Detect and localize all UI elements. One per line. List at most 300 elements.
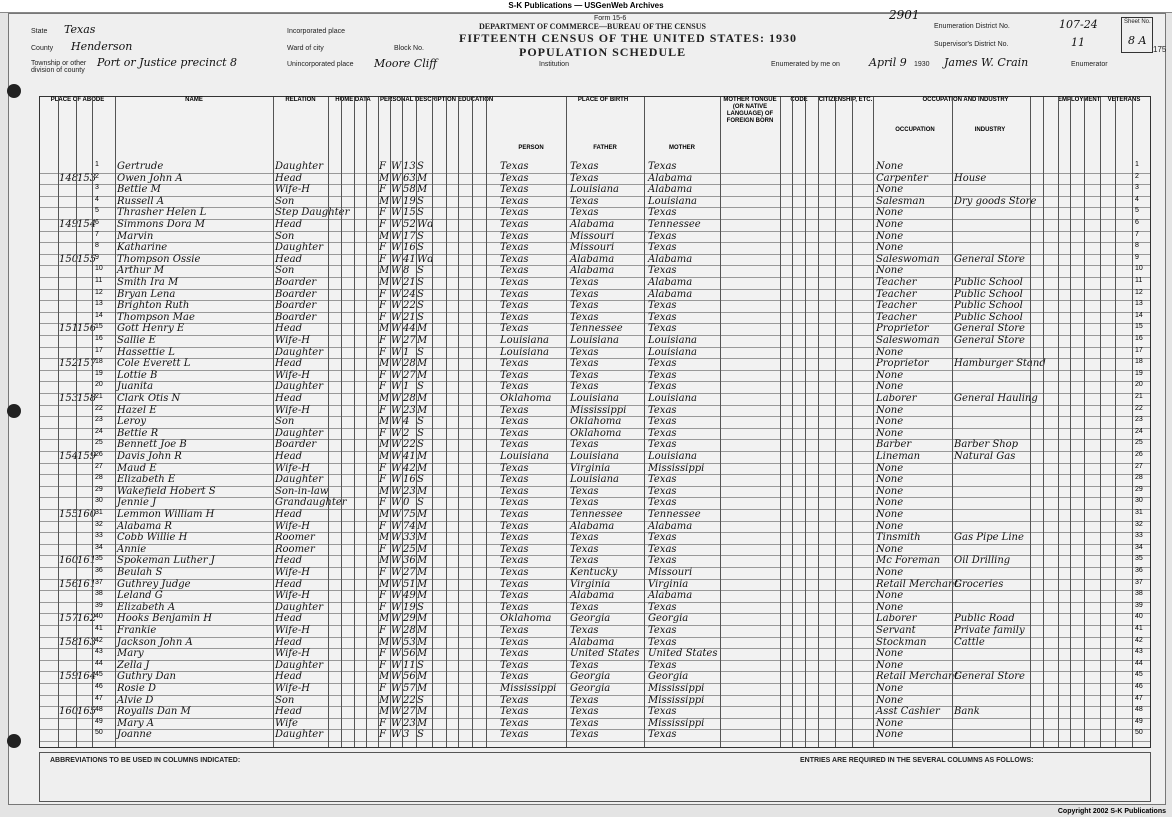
birthplace-person: Texas bbox=[500, 219, 529, 230]
line-number-right: 10 bbox=[1135, 265, 1143, 273]
family-number bbox=[77, 718, 93, 730]
col-education: EDUCATION bbox=[458, 97, 494, 103]
birthplace-mother: Texas bbox=[648, 311, 677, 323]
line-number-right: 21 bbox=[1135, 393, 1143, 400]
family-number bbox=[77, 335, 93, 347]
family-number bbox=[77, 521, 93, 533]
column-rule bbox=[402, 97, 403, 747]
race: W bbox=[391, 161, 402, 172]
marital-status: M bbox=[417, 590, 428, 602]
birthplace-father: Texas bbox=[570, 497, 599, 509]
occupation: Servant bbox=[876, 625, 916, 636]
birthplace-mother: Texas bbox=[648, 369, 677, 381]
age: 1 bbox=[403, 346, 410, 358]
industry bbox=[954, 718, 1029, 730]
family-number bbox=[77, 729, 93, 741]
age: 17 bbox=[403, 230, 416, 242]
enumerator-label: Enumerator bbox=[1071, 61, 1108, 68]
line-number-right: 27 bbox=[1135, 462, 1143, 470]
race: W bbox=[391, 671, 402, 683]
person-name: Elizabeth A bbox=[117, 601, 176, 613]
family-number bbox=[77, 463, 93, 475]
sex: F bbox=[379, 369, 386, 381]
birthplace-father: Alabama bbox=[570, 636, 615, 648]
age: 13 bbox=[403, 161, 416, 172]
occupation: Carpenter bbox=[876, 172, 928, 184]
dwelling-number bbox=[59, 161, 77, 173]
birthplace-father: Alabama bbox=[570, 265, 615, 277]
occupation: None bbox=[876, 219, 904, 230]
column-rule bbox=[952, 97, 953, 747]
race: W bbox=[391, 172, 402, 184]
punch-hole bbox=[7, 84, 21, 98]
form-number: Form 15-6 bbox=[594, 15, 627, 22]
birthplace-father: Oklahoma bbox=[570, 416, 622, 428]
supervisor-label: Supervisor's District No. bbox=[934, 41, 1009, 48]
occupation: Laborer bbox=[876, 393, 917, 404]
occupation: None bbox=[876, 346, 904, 358]
line-number-right: 2 bbox=[1135, 172, 1139, 180]
entries-heading: ENTRIES ARE REQUIRED IN THE SEVERAL COLUMNS AS FOLLOWS: bbox=[800, 757, 1034, 764]
industry bbox=[954, 683, 1029, 695]
family-number: 155 bbox=[77, 253, 97, 265]
line-number-right: 44 bbox=[1135, 659, 1143, 667]
relationship: Wife-H bbox=[275, 335, 311, 346]
line-number-right: 41 bbox=[1135, 625, 1143, 632]
ed-label: Enumeration District No. bbox=[934, 23, 1010, 30]
person-name: Guthrey Judge bbox=[117, 578, 191, 590]
relationship: Daughter bbox=[275, 381, 323, 393]
line-number: 38 bbox=[95, 590, 103, 598]
industry: Public Road bbox=[954, 613, 1015, 625]
enumerator-name: James W. Crain bbox=[944, 56, 1029, 69]
occupation: None bbox=[876, 683, 904, 694]
column-rule bbox=[1115, 97, 1116, 747]
family-number bbox=[77, 486, 93, 498]
race: W bbox=[391, 207, 402, 219]
birthplace-person: Texas bbox=[500, 532, 529, 544]
age: 19 bbox=[403, 601, 416, 613]
race: W bbox=[391, 416, 402, 428]
occupation: None bbox=[876, 567, 904, 578]
birthplace-father: Alabama bbox=[570, 520, 615, 532]
person-name: Davis John R bbox=[117, 451, 182, 462]
occupation: None bbox=[876, 161, 904, 172]
race: W bbox=[391, 427, 402, 439]
occupation: None bbox=[876, 462, 904, 474]
race: W bbox=[391, 613, 402, 625]
occupation: None bbox=[876, 648, 904, 660]
race: W bbox=[391, 300, 402, 312]
sex: M bbox=[379, 358, 390, 370]
column-rule bbox=[366, 97, 367, 747]
sex: M bbox=[379, 485, 390, 497]
occupation: None bbox=[876, 659, 904, 671]
col-place-of-abode: PLACE OF ABODE bbox=[50, 97, 105, 103]
race: W bbox=[391, 439, 402, 451]
enumeration-date: April 9 bbox=[869, 56, 907, 69]
line-number-right: 36 bbox=[1135, 567, 1143, 574]
township-value: Port or Justice precinct 8 bbox=[97, 56, 238, 69]
marital-status: M bbox=[417, 567, 428, 578]
birthplace-father: Louisiana bbox=[570, 474, 619, 486]
marital-status: M bbox=[417, 543, 428, 555]
line-number-right: 11 bbox=[1135, 277, 1143, 284]
birthplace-mother: Georgia bbox=[648, 613, 689, 625]
person-name: Wakefield Hobert S bbox=[117, 485, 216, 497]
marital-status: S bbox=[417, 474, 424, 486]
dwelling-number bbox=[59, 590, 77, 602]
family-number: 153 bbox=[77, 172, 97, 184]
person-name: Simmons Dora M bbox=[117, 219, 205, 230]
dwelling-number bbox=[59, 335, 77, 347]
family-number bbox=[77, 196, 93, 208]
birthplace-mother: Texas bbox=[648, 358, 677, 370]
col-occupation: OCCUPATION bbox=[895, 127, 935, 133]
relationship: Wife-H bbox=[275, 184, 311, 196]
birthplace-person: Texas bbox=[500, 358, 529, 370]
race: W bbox=[391, 520, 402, 532]
birthplace-person: Texas bbox=[500, 369, 529, 381]
column-rule bbox=[1070, 97, 1071, 747]
race: W bbox=[391, 636, 402, 648]
relationship: Head bbox=[275, 671, 303, 683]
birthplace-person: Texas bbox=[500, 717, 529, 729]
industry bbox=[954, 660, 1029, 672]
birthplace-person: Texas bbox=[500, 195, 529, 207]
occupation: None bbox=[876, 369, 904, 381]
birthplace-person: Louisiana bbox=[500, 335, 549, 346]
birthplace-father: Texas bbox=[570, 625, 599, 636]
person-name: Cobb Willie H bbox=[117, 532, 188, 544]
birthplace-mother: Texas bbox=[648, 659, 677, 671]
family-number bbox=[77, 439, 93, 451]
line-number-right: 40 bbox=[1135, 613, 1143, 621]
birthplace-mother: United States bbox=[648, 648, 718, 660]
marital-status: M bbox=[417, 393, 428, 404]
industry: Dry goods Store bbox=[954, 195, 1037, 207]
relationship: Daughter bbox=[275, 242, 323, 254]
race: W bbox=[391, 578, 402, 590]
sex: F bbox=[379, 242, 386, 254]
column-rule bbox=[1084, 97, 1085, 747]
line-number-right: 30 bbox=[1135, 497, 1143, 505]
age: 63 bbox=[403, 172, 416, 184]
sex: F bbox=[379, 381, 386, 393]
marital-status: S bbox=[417, 497, 424, 509]
sex: F bbox=[379, 474, 386, 486]
birthplace-father: Louisiana bbox=[570, 335, 619, 346]
dwelling-number: 154 bbox=[59, 451, 79, 462]
birthplace-person: Texas bbox=[500, 207, 529, 219]
family-number bbox=[77, 161, 93, 173]
family-number bbox=[77, 277, 93, 289]
person-name: Alabama R bbox=[117, 520, 172, 532]
dwelling-number bbox=[59, 497, 77, 509]
person-name: Bryan Lena bbox=[117, 288, 176, 300]
occupation: Tinsmith bbox=[876, 532, 921, 544]
relationship: Head bbox=[275, 451, 303, 462]
line-number-right: 12 bbox=[1135, 288, 1143, 296]
line-number: 44 bbox=[95, 659, 103, 667]
column-rule bbox=[566, 97, 567, 747]
relationship: Daughter bbox=[275, 474, 323, 486]
age: 27 bbox=[403, 567, 416, 578]
line-number: 23 bbox=[95, 416, 103, 424]
sex: F bbox=[379, 567, 386, 578]
occupation: Teacher bbox=[876, 288, 917, 300]
dwelling-number bbox=[59, 544, 77, 556]
marital-status: S bbox=[417, 242, 424, 254]
family-number bbox=[77, 231, 93, 243]
birthplace-father: Texas bbox=[570, 694, 599, 706]
marital-status: S bbox=[417, 288, 424, 300]
line-number: 30 bbox=[95, 497, 103, 505]
line-number: 5 bbox=[95, 207, 99, 215]
birthplace-mother: Missouri bbox=[648, 567, 693, 578]
marital-status: S bbox=[417, 207, 424, 219]
sex: F bbox=[379, 300, 386, 312]
birthplace-father: Texas bbox=[570, 300, 599, 312]
industry: Public School bbox=[954, 311, 1023, 323]
relationship: Roomer bbox=[275, 543, 315, 555]
sex: M bbox=[379, 578, 390, 590]
occupation: Teacher bbox=[876, 311, 917, 323]
relationship: Grandaughter bbox=[275, 497, 347, 509]
state-label: State bbox=[31, 28, 48, 35]
age: 36 bbox=[403, 555, 416, 567]
col-industry: INDUSTRY bbox=[974, 127, 1006, 133]
race: W bbox=[391, 451, 402, 462]
person-name: Sallie E bbox=[117, 335, 156, 346]
dwelling-number bbox=[59, 648, 77, 660]
industry bbox=[954, 184, 1029, 196]
dwelling-number bbox=[59, 463, 77, 475]
relationship: Wife-H bbox=[275, 625, 311, 636]
birthplace-father: Louisiana bbox=[570, 451, 619, 462]
line-number-right: 39 bbox=[1135, 601, 1143, 609]
line-number: 9 bbox=[95, 253, 99, 261]
birthplace-person: Texas bbox=[500, 172, 529, 184]
dwelling-number bbox=[59, 242, 77, 254]
marital-status: S bbox=[417, 694, 424, 706]
family-number bbox=[77, 184, 93, 196]
marital-status: M bbox=[417, 555, 428, 567]
dwelling-number: 152 bbox=[59, 358, 79, 370]
birthplace-father: Texas bbox=[570, 381, 599, 393]
column-rule bbox=[720, 97, 721, 747]
industry bbox=[954, 416, 1029, 428]
family-number: 160 bbox=[77, 509, 97, 520]
birthplace-mother: Texas bbox=[648, 485, 677, 497]
column-rule bbox=[354, 97, 355, 747]
dwelling-number bbox=[59, 660, 77, 672]
birthplace-father: Kentucky bbox=[570, 567, 618, 578]
family-number bbox=[77, 381, 93, 393]
family-number: 157 bbox=[77, 358, 97, 370]
relationship: Head bbox=[275, 509, 303, 520]
line-number: 1 bbox=[95, 161, 99, 168]
industry bbox=[954, 590, 1029, 602]
race: W bbox=[391, 195, 402, 207]
race: W bbox=[391, 311, 402, 323]
sex: M bbox=[379, 393, 390, 404]
col-personal: PERSONAL DESCRIPTION bbox=[380, 97, 456, 103]
person-name: Clark Otis N bbox=[117, 393, 181, 404]
relationship: Wife-H bbox=[275, 369, 311, 381]
birthplace-mother: Alabama bbox=[648, 253, 693, 265]
sheet-box bbox=[1121, 17, 1153, 53]
col-home-data: HOME DATA bbox=[335, 97, 371, 103]
family-number: 161 bbox=[77, 555, 97, 567]
age: 21 bbox=[403, 311, 416, 323]
birthplace-person: Texas bbox=[500, 659, 529, 671]
person-name: Mary A bbox=[117, 717, 155, 729]
age: 15 bbox=[403, 207, 416, 219]
occupation: None bbox=[876, 230, 904, 242]
sex: F bbox=[379, 729, 386, 741]
state-value: Texas bbox=[64, 23, 96, 36]
birthplace-father: Texas bbox=[570, 532, 599, 544]
person-name: Thompson Mae bbox=[117, 311, 195, 323]
industry: General Store bbox=[954, 253, 1025, 265]
birthplace-father: Texas bbox=[570, 195, 599, 207]
race: W bbox=[391, 184, 402, 196]
birthplace-mother: Texas bbox=[648, 555, 677, 567]
relationship: Head bbox=[275, 636, 303, 648]
marital-status: M bbox=[417, 613, 428, 625]
line-number-right: 13 bbox=[1135, 300, 1143, 308]
line-number-right: 42 bbox=[1135, 636, 1143, 644]
marital-status: S bbox=[417, 195, 424, 207]
industry bbox=[954, 567, 1029, 579]
line-number: 18 bbox=[95, 358, 103, 366]
line-number-right: 48 bbox=[1135, 706, 1143, 714]
marital-status: S bbox=[417, 381, 424, 393]
age: 44 bbox=[403, 323, 416, 335]
col-person: PERSON bbox=[518, 145, 544, 151]
marital-status: M bbox=[417, 358, 428, 370]
industry bbox=[954, 474, 1029, 486]
sex: F bbox=[379, 335, 386, 346]
birthplace-mother: Alabama bbox=[648, 520, 693, 532]
occupation: Retail Merchant bbox=[876, 671, 959, 683]
column-rule bbox=[873, 97, 874, 747]
occupation: None bbox=[876, 474, 904, 486]
marital-status: M bbox=[417, 625, 428, 636]
relationship: Daughter bbox=[275, 601, 323, 613]
race: W bbox=[391, 567, 402, 578]
relationship: Head bbox=[275, 172, 303, 184]
line-number-right: 19 bbox=[1135, 369, 1143, 377]
dwelling-number bbox=[59, 289, 77, 301]
relationship: Son bbox=[275, 416, 295, 428]
sex: F bbox=[379, 590, 386, 602]
birthplace-person: Texas bbox=[500, 323, 529, 335]
birthplace-father: Missouri bbox=[570, 230, 615, 242]
relationship: Daughter bbox=[275, 729, 323, 741]
age: 53 bbox=[403, 636, 416, 648]
industry bbox=[954, 161, 1029, 173]
person-name: Gott Henry E bbox=[117, 323, 185, 335]
birthplace-mother: Texas bbox=[648, 265, 677, 277]
marital-status: Wd bbox=[417, 253, 434, 265]
industry bbox=[954, 544, 1029, 556]
family-number bbox=[77, 312, 93, 324]
age: 28 bbox=[403, 358, 416, 370]
marital-status: S bbox=[417, 277, 424, 288]
birthplace-mother: Louisiana bbox=[648, 335, 697, 346]
age: 21 bbox=[403, 277, 416, 288]
birthplace-mother: Texas bbox=[648, 381, 677, 393]
dwelling-number bbox=[59, 277, 77, 289]
occupation: None bbox=[876, 207, 904, 219]
relationship: Son-in-law bbox=[275, 485, 329, 497]
occupation: None bbox=[876, 485, 904, 497]
age: 4 bbox=[403, 416, 410, 428]
relationship: Wife-H bbox=[275, 683, 311, 694]
birthplace-mother: Texas bbox=[648, 207, 677, 219]
birthplace-person: Texas bbox=[500, 265, 529, 277]
line-number-right: 31 bbox=[1135, 509, 1143, 516]
relationship: Son bbox=[275, 195, 295, 207]
birthplace-father: Oklahoma bbox=[570, 427, 622, 439]
age: 28 bbox=[403, 393, 416, 404]
industry bbox=[954, 381, 1029, 393]
age: 22 bbox=[403, 300, 416, 312]
unincorporated-value: Moore Cliff bbox=[374, 57, 438, 70]
birthplace-mother: Texas bbox=[648, 161, 677, 172]
age: 23 bbox=[403, 717, 416, 729]
dwelling-number bbox=[59, 683, 77, 695]
age: 75 bbox=[403, 509, 416, 520]
birthplace-father: Missouri bbox=[570, 242, 615, 254]
marital-status: M bbox=[417, 706, 428, 718]
race: W bbox=[391, 230, 402, 242]
relationship: Son bbox=[275, 694, 295, 706]
birthplace-mother: Texas bbox=[648, 706, 677, 718]
occupation: None bbox=[876, 543, 904, 555]
race: W bbox=[391, 509, 402, 520]
age: 41 bbox=[403, 253, 416, 265]
birthplace-father: Alabama bbox=[570, 590, 615, 602]
age: 11 bbox=[403, 659, 416, 671]
birthplace-person: Texas bbox=[500, 706, 529, 718]
race: W bbox=[391, 729, 402, 741]
dwelling-number bbox=[59, 416, 77, 428]
line-number: 29 bbox=[95, 485, 103, 493]
line-number-right: 49 bbox=[1135, 717, 1143, 725]
birthplace-person: Mississippi bbox=[500, 683, 557, 694]
dwelling-number: 157 bbox=[59, 613, 79, 625]
dwelling-number: 156 bbox=[59, 578, 79, 590]
birthplace-father: Tennessee bbox=[570, 509, 623, 520]
industry: Groceries bbox=[954, 578, 1004, 590]
line-number-right: 24 bbox=[1135, 427, 1143, 435]
table-row bbox=[40, 729, 1150, 743]
occupation: None bbox=[876, 381, 904, 393]
family-number bbox=[77, 590, 93, 602]
person-name: Royalls Dan M bbox=[117, 706, 191, 718]
industry: House bbox=[954, 172, 987, 184]
family-number bbox=[77, 207, 93, 219]
industry: Private family bbox=[954, 625, 1025, 636]
line-number-right: 25 bbox=[1135, 439, 1143, 447]
birthplace-mother: Mississippi bbox=[648, 717, 705, 729]
family-number bbox=[77, 428, 93, 440]
column-rule bbox=[328, 97, 329, 747]
marital-status: M bbox=[417, 578, 428, 590]
